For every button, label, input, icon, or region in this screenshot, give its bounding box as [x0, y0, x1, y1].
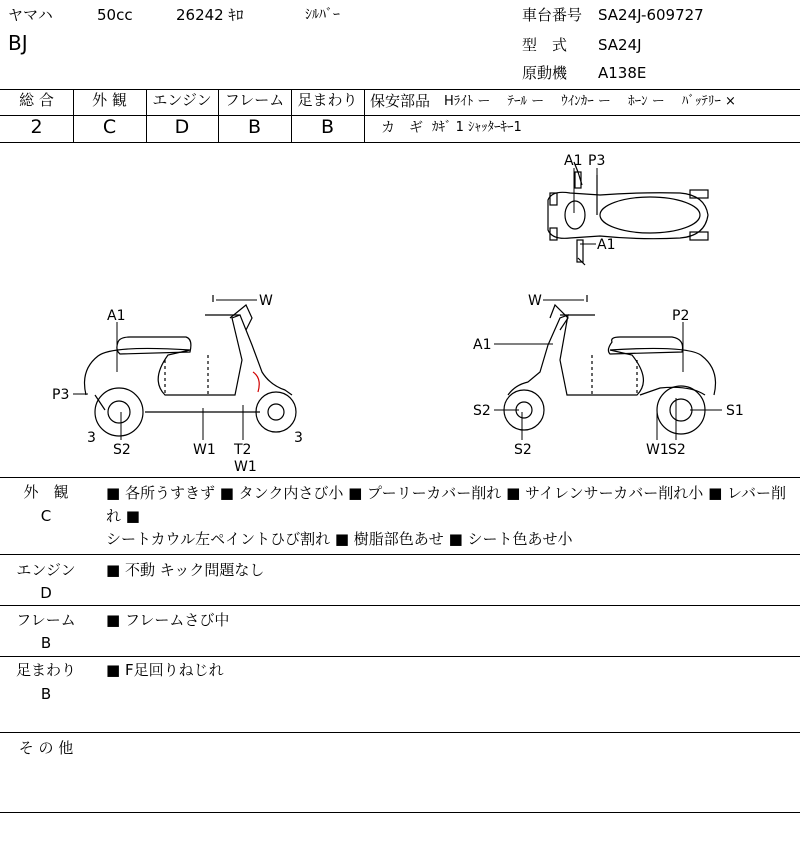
engine-grade-label: エンジン: [152, 91, 212, 109]
engine-section-label: エンジン: [16, 561, 76, 579]
label-right-p2: P2: [672, 308, 690, 324]
mileage: 26242 ｷﾛ: [176, 6, 244, 24]
label-top-p3: P3: [588, 153, 606, 169]
displacement: 50cc: [97, 6, 133, 24]
color: ｼﾙﾊﾞｰ: [305, 7, 340, 23]
label-left-t2: T2: [234, 442, 252, 458]
engine-section-grade: D: [40, 584, 52, 602]
label-top-a1: A1: [564, 153, 583, 169]
type-label: 型 式: [522, 36, 568, 54]
exterior-notes: ■ 各所うすきず ■ タンク内さび小 ■ プーリーカバー削れ ■ サイレンサーカバー削れ小 ■ レバー削れ ■ シートカウル左ペイントひび割れ ■ 樹脂部色あせ ■ シート色あせ小: [106, 484, 786, 548]
other-section-label: そ の 他: [18, 739, 74, 757]
scooter-top-view: [548, 162, 708, 265]
label-right-a1: A1: [473, 337, 492, 353]
frame-no: SA24J-609727: [598, 6, 704, 24]
engine-model-label: 原動機: [522, 64, 568, 82]
label-left-a1: A1: [107, 308, 126, 324]
label-right-w1: W1: [646, 442, 669, 458]
left-view-leaders: [73, 300, 257, 440]
overall-value: 2: [30, 116, 43, 138]
frame-section-grade: B: [40, 634, 52, 652]
suspension-notes: ■ F足回りねじれ: [106, 661, 224, 679]
label-right-s2b: S2: [514, 442, 532, 458]
label-left-p3: P3: [52, 387, 70, 403]
label-top-a1b: A1: [597, 237, 616, 253]
suspension-section-label: 足まわり: [16, 661, 77, 679]
label-left-w1: W1: [193, 442, 216, 458]
key-value: ｶｷﾞ 1 ｼｬｯﾀｰｷｰ1: [432, 120, 522, 135]
frame-no-label: 車台番号: [522, 6, 583, 24]
frame-notes: ■ フレームさび中: [106, 611, 230, 629]
label-left-3a: 3: [87, 430, 96, 446]
exterior-value: C: [102, 116, 117, 138]
engine-notes: ■ 不動 キック問題なし: [106, 561, 265, 579]
engine-grade-value: D: [174, 116, 190, 138]
engine-model-value: A138E: [598, 64, 647, 82]
label-left-s2: S2: [113, 442, 131, 458]
label-right-s1: S1: [726, 403, 744, 419]
maker: ヤマハ: [8, 6, 53, 24]
suspension-section-grade: B: [40, 685, 52, 703]
label-left-w1b: W1: [234, 459, 257, 475]
label-right-s2a: S2: [473, 403, 491, 419]
key-label: カ ギ: [381, 120, 423, 136]
top-view-leaders: [574, 168, 597, 244]
safety-parts-label: 保安部品: [370, 92, 431, 110]
label-right-s2c: S2: [668, 442, 686, 458]
suspension-grade-label: 足まわり: [297, 91, 358, 109]
exterior-section-grade: C: [40, 507, 52, 525]
label-left-3b: 3: [294, 430, 303, 446]
frame-grade-label: フレーム: [224, 91, 285, 109]
label-left-w: W: [259, 293, 273, 309]
frame-section-label: フレーム: [16, 611, 76, 629]
label-right-w: W: [528, 293, 542, 309]
overall-label: 総 合: [19, 91, 54, 109]
safety-parts-items: Hﾗｲﾄ ー ﾃｰﾙ ー ｳｲﾝｶｰ ー ﾎｰﾝ ー ﾊﾞｯﾃﾘｰ ×: [444, 94, 736, 109]
exterior-section-label: 外 観: [23, 483, 69, 501]
suspension-grade-value: B: [320, 116, 335, 138]
type-value: SA24J: [598, 36, 642, 54]
frame-grade-value: B: [247, 116, 262, 138]
model-name: BJ: [8, 31, 28, 55]
exterior-label: 外 観: [92, 91, 127, 109]
